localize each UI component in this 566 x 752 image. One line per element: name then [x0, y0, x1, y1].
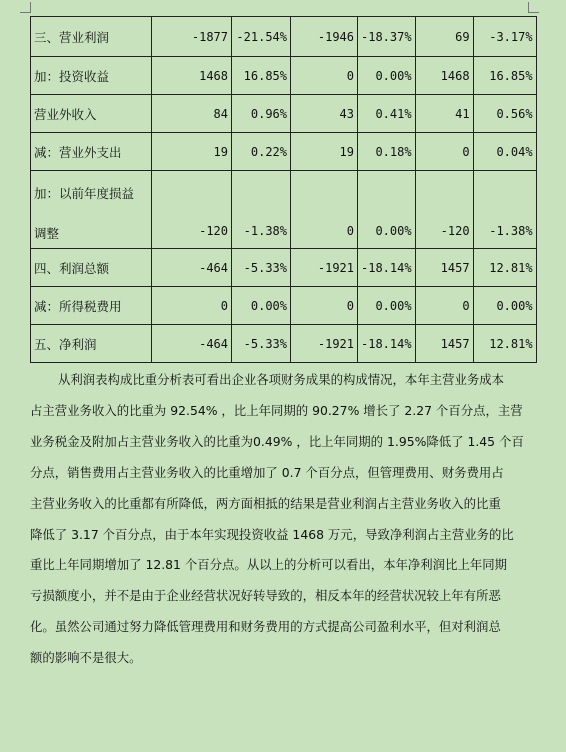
cell-value: -464	[152, 325, 232, 363]
cell-value: 69	[415, 17, 473, 57]
cell-value: 84	[152, 95, 232, 133]
row-label-income-tax: 减：所得税费用	[31, 287, 152, 325]
table-row	[31, 17, 537, 57]
cell-value: -5.33%	[232, 325, 291, 363]
cell-value: 0.00%	[358, 171, 416, 249]
row-label-total-profit: 四、利润总额	[31, 249, 152, 287]
cell-value: -18.14%	[358, 325, 416, 363]
cell-value: -18.37%	[358, 17, 416, 57]
cell-value: -21.54%	[232, 17, 291, 57]
cell-value: 0	[291, 287, 358, 325]
cell-value: 0	[152, 287, 232, 325]
cell-value: -1921	[291, 325, 358, 363]
cell-value: 19	[152, 133, 232, 171]
cell-value: 12.81%	[473, 249, 536, 287]
cell-value: 0.22%	[232, 133, 291, 171]
paragraph-line: 业务税金及附加占主营业务收入的比重为0.49% ，比上年同期的 1.95%降低了 1.45 个百	[30, 433, 524, 449]
cell-value: -1.38%	[232, 171, 291, 249]
page-corner-mark-left	[20, 2, 31, 13]
row-label-line-2: 调整	[34, 225, 60, 241]
cell-value: -120	[415, 171, 473, 249]
row-label-prior-year-adjustment	[31, 171, 152, 249]
cell-value: 0.96%	[232, 95, 291, 133]
table-row	[31, 95, 537, 133]
cell-value: 0.00%	[358, 287, 416, 325]
cell-value: 0	[291, 57, 358, 95]
cell-value: -1.38%	[473, 171, 536, 249]
cell-value: 0	[291, 171, 358, 249]
cell-value: 0.18%	[358, 133, 416, 171]
cell-value: -120	[152, 171, 232, 249]
cell-value: 0.00%	[473, 287, 536, 325]
cell-value: 0.00%	[232, 287, 291, 325]
cell-value: 0.04%	[473, 133, 536, 171]
cell-value: -1877	[152, 17, 232, 57]
table-row	[31, 171, 537, 249]
cell-value: 1457	[415, 249, 473, 287]
table-row	[31, 325, 537, 363]
paragraph-line: 重比上年同期增加了 12.81 个百分点。从以上的分析可以看出，本年净利润比上年同期	[30, 557, 508, 573]
cell-value: 0.00%	[358, 57, 416, 95]
cell-value: -18.14%	[358, 249, 416, 287]
table-row	[31, 249, 537, 287]
cell-value: 1457	[415, 325, 473, 363]
cell-value: -1946	[291, 17, 358, 57]
row-label-investment-income: 加：投资收益	[31, 57, 152, 95]
cell-value: 19	[291, 133, 358, 171]
cell-value: -3.17%	[473, 17, 536, 57]
analysis-paragraph	[30, 365, 533, 674]
paragraph-line: 主营业务收入的比重都有所降低，两方面相抵的结果是营业利润占主营业务收入的比重	[30, 495, 501, 511]
cell-value: -1921	[291, 249, 358, 287]
cell-value: 1468	[152, 57, 232, 95]
table-row	[31, 287, 537, 325]
row-label-non-operating-expense: 减：营业外支出	[31, 133, 152, 171]
cell-value: 43	[291, 95, 358, 133]
table-row	[31, 57, 537, 95]
cell-value: 1468	[415, 57, 473, 95]
cell-value: -5.33%	[232, 249, 291, 287]
cell-value: 0.41%	[358, 95, 416, 133]
paragraph-line: 额的影响不是很大。	[30, 650, 142, 666]
row-label-line-1: 加：以前年度损益	[34, 185, 135, 201]
cell-value: 0	[415, 133, 473, 171]
cell-value: -464	[152, 249, 232, 287]
table-row	[31, 133, 537, 171]
page-corner-mark-right	[528, 2, 539, 13]
cell-value: 0	[415, 287, 473, 325]
profit-structure-table	[30, 16, 537, 363]
paragraph-line: 占主营业务收入的比重为 92.54% ，比上年同期的 90.27% 增长了 2.27 个百分点，主营	[30, 402, 523, 418]
row-label-operating-profit: 三、营业利润	[31, 17, 152, 57]
paragraph-line: 亏损额度小，并不是由于企业经营状况好转导致的，相反本年的经营状况较上年有所恶	[30, 588, 501, 604]
cell-value: 16.85%	[473, 57, 536, 95]
paragraph-line: 化。虽然公司通过努力降低管理费用和财务费用的方式提高公司盈利水平，但对利润总	[30, 619, 501, 635]
paragraph-line: 分点，销售费用占主营业务收入的比重增加了 0.7 个百分点，但管理费用、财务费用占	[30, 464, 504, 480]
row-label-non-operating-income: 营业外收入	[31, 95, 152, 133]
cell-value: 0.56%	[473, 95, 536, 133]
cell-value: 41	[415, 95, 473, 133]
paragraph-line: 降低了 3.17 个百分点，由于本年实现投资收益 1468 万元，导致净利润占主营业务的比	[30, 526, 514, 542]
row-label-net-profit: 五、净利润	[31, 325, 152, 363]
paragraph-line: 从利润表构成比重分析表可看出企业各项财务成果的构成情况，本年主营业务成本	[58, 372, 505, 387]
cell-value: 12.81%	[473, 325, 536, 363]
cell-value: 16.85%	[232, 57, 291, 95]
